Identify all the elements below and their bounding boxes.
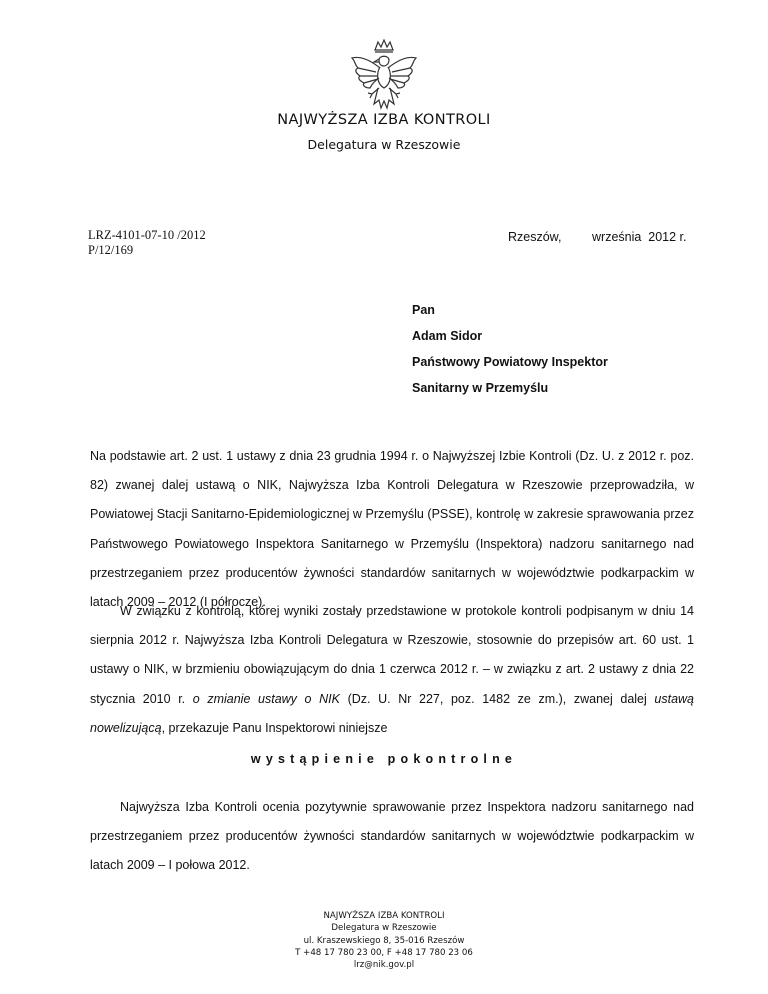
- org-subtitle: Delegatura w Rzeszowie: [307, 137, 461, 152]
- recipient-title: Państwowy Powiatowy Inspektor: [412, 355, 608, 369]
- paragraph-intro: Na podstawie art. 2 ust. 1 ustawy z dnia 23 grudnia 1994 r. o Najwyższej Izbie Kontroli (Dz. U. z 2012 r. poz. 82) zwanej dalej ustawą o NIK, Najwyższa Izba Kontroli Delegatura w Rzeszowie przeprowadziła, w Powiatowej Stacji Sanitarno-Epidemiologicznej w Przemyślu (PSSE), kontrolę w zakresie sprawowania przez Państwowego Powiatowego Inspektora Sanitarnego w Przemyślu (Inspektora) nadzoru sanitarnego nad przestrzeganiem przez producentów żywności standardów sanitarnych w województwie podkarpackim w latach 2009 – 2012 (I półrocze).: [90, 449, 694, 610]
- para2-italic-act: o zmianie ustawy o NIK: [192, 691, 340, 706]
- footer-phone: T +48 17 780 23 00, F +48 17 780 23 06: [295, 947, 473, 958]
- footer-sub: Delegatura w Rzeszowie: [331, 923, 437, 934]
- paragraph-context: [90, 597, 694, 743]
- para2-text-a: W związku z kontrolą, której wyniki zostały przedstawione w protokole kontroli podpisanym w dniu 14 sierpnia 2012 r. Najwyższa Izba Kontroli Delegatura w Rzeszowie, stosownie do przepisów art. 60 ust. 1 ustawy o NIK, w brzmieniu obowiązującym do dnia 1 czerwca 2012 r. – w związku z art. 2 ustawy z dnia 22 stycznia 2010 r.: [90, 604, 694, 706]
- date-city: Rzeszów,: [508, 230, 562, 244]
- footer-address: ul. Kraszewskiego 8, 35-016 Rzeszów: [303, 935, 465, 946]
- recipient-name: Adam Sidor: [412, 329, 483, 343]
- footer-email: lrz@nik.gov.pl: [353, 960, 415, 971]
- paragraph-assessment: Najwyższa Izba Kontroli ocenia pozytywnie sprawowanie przez Inspektora nadzoru sanitarnego nad przestrzeganiem przez producentów żywności standardów sanitarnych w województwie podkarpackim w latach 2009 – I połowa 2012.: [90, 800, 694, 873]
- reference-numbers: [88, 228, 206, 258]
- reference-case-number: LRZ-4101-07-10 /2012: [88, 228, 206, 242]
- footer-org: NAJWYŻSZA IZBA KONTROLI: [323, 911, 445, 921]
- recipient-salutation: Pan: [412, 303, 435, 317]
- document-title: wystąpienie pokontrolne: [250, 752, 518, 766]
- org-name: NAJWYŻSZA IZBA KONTROLI: [277, 112, 491, 128]
- reference-control-number: P/12/169: [88, 243, 134, 257]
- polish-eagle-emblem-icon: [348, 38, 420, 118]
- date-value: września 2012 r.: [592, 230, 687, 244]
- para2-italic-term: ustawą nowelizującą: [90, 691, 694, 735]
- para2-text-c: (Dz. U. Nr 227, poz. 1482 ze zm.), zwanej dalej: [339, 691, 655, 706]
- footer-contact: [0, 910, 768, 971]
- recipient-title-cont: Sanitarny w Przemyślu: [412, 381, 549, 395]
- para2-text-e: , przekazuje Panu Inspektorowi niniejsze: [161, 720, 388, 735]
